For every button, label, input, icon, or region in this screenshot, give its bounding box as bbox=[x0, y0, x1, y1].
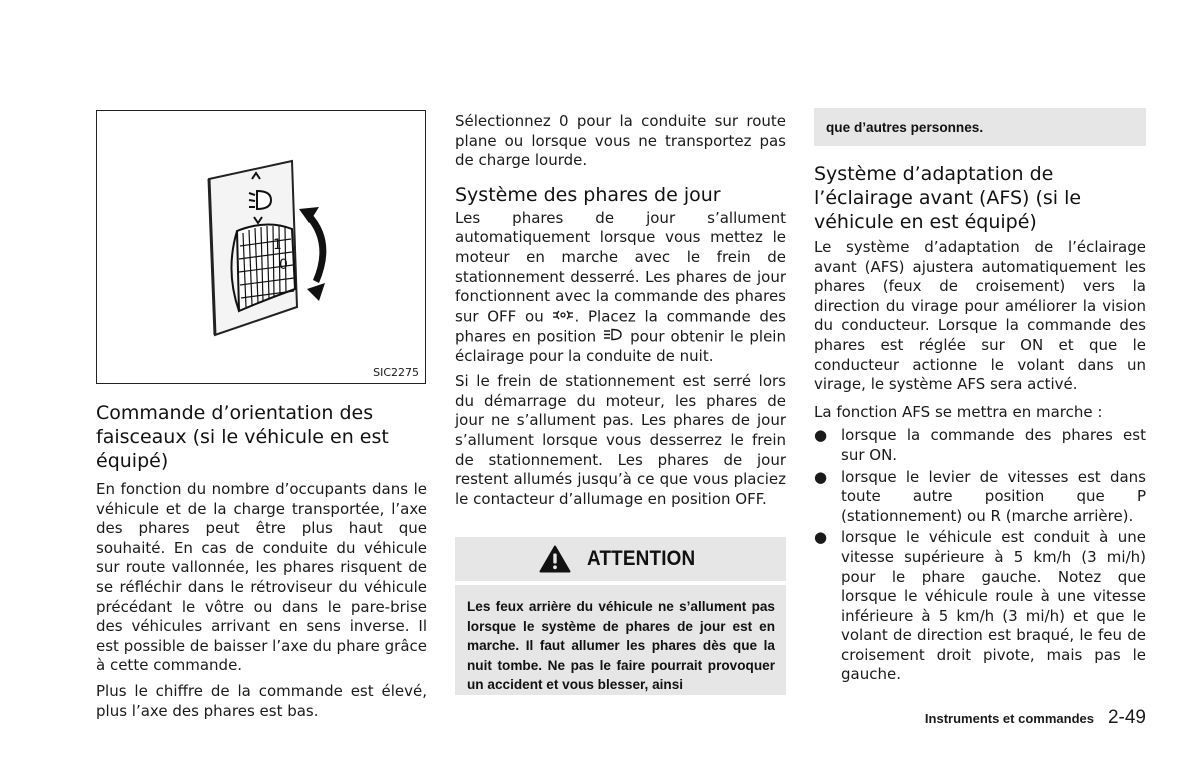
paragraph: Le système d’adaptation de l’éclairage avant (AFS) ajustera automatiquement les phares (feux de croisement) vers la direction du virage pour améliorer la vision du conducteur. Lorsque la commande des phares est réglée sur ON et que le conducteur actionne le volant dans un virage, le système AFS sera activé. bbox=[814, 238, 1146, 394]
right-column bbox=[814, 162, 1146, 687]
afs-conditions-list bbox=[814, 426, 1146, 685]
section-name: Instruments et commandes bbox=[924, 711, 1094, 726]
list-item bbox=[814, 528, 1146, 685]
attention-title: ATTENTION bbox=[587, 547, 696, 570]
section-heading-afs: Système d’adaptation de l’éclairage avant (AFS) (si le véhicule en est équipé) bbox=[814, 163, 1082, 233]
rotation-arrow-icon bbox=[299, 207, 326, 301]
attention-continuation bbox=[814, 108, 1146, 146]
attention-continuation-text: que d’autres personnes. bbox=[826, 120, 984, 135]
headlight-aiming-switch-illustration bbox=[97, 111, 424, 382]
attention-text: Les feux arrière du véhicule ne s’allument pas lorsque le système de phares de jour est en marche. Il faut allumer les phares dès que la nuit tombe. Ne pas le faire pourrait provoquer un accident et vous blesser, ainsi bbox=[467, 599, 775, 693]
attention-header bbox=[455, 537, 786, 581]
bullet: ● bbox=[814, 426, 828, 445]
paragraph: Sélectionnez 0 pour la conduite sur route plane ou lorsque vous ne transportez pas de charge lourde. bbox=[455, 112, 786, 170]
bullet: ● bbox=[814, 467, 828, 486]
section-heading-headlight-aiming: Commande d’orientation des faisceaux (si le véhicule en est équipé) bbox=[96, 402, 389, 472]
paragraph-part: Les phares de jour s’allument automatiquement lorsque vous mettez le moteur en marche avec le frein de stationnement desserré. Les phares de jour fonctionnent avec la commande des phares sur OFF ou bbox=[455, 208, 786, 326]
paragraph: En fonction du nombre d’occupants dans le véhicule et de la charge transportée, l’axe des phares peut être plus haut que souhaité. En cas de conduite du véhicule sur route vallonnée, les phares risquent de se réfléchir dans le rétroviseur du véhicule précédant le vôtre ou dans le pare-brise des véhicules arrivant en sens inverse. Il est possible de baisser l’axe du phare grâce à cette commande. bbox=[96, 480, 427, 675]
bullet: ● bbox=[814, 528, 828, 547]
paragraph: Si le frein de stationnement est serré lors du démarrage du moteur, les phares de jour ne s’allument pas. Les phares de jour s’allument lorsque vous desserrez le frein de stationnement. Les phares de jour restent allumés jusqu’à ce que vous placiez le contacteur d’allumage en position OFF. bbox=[455, 372, 786, 508]
paragraph: Plus le chiffre de la commande est élevé, plus l’axe des phares est bas. bbox=[96, 681, 427, 720]
section-heading-daytime-lights: Système des phares de jour bbox=[455, 183, 721, 206]
list-item bbox=[814, 468, 1146, 527]
page-footer bbox=[925, 707, 1146, 729]
list-item bbox=[814, 426, 1146, 465]
middle-column bbox=[455, 112, 786, 509]
paragraph-part: . Placez la commande des phares en position bbox=[455, 307, 786, 345]
paragraph bbox=[455, 209, 786, 366]
warning-triangle-icon bbox=[539, 545, 571, 573]
attention-body bbox=[455, 585, 786, 695]
figure-code: SIC2275 bbox=[373, 366, 419, 379]
paragraph: La fonction AFS se mettra en marche : bbox=[814, 402, 1103, 421]
left-column bbox=[96, 401, 427, 721]
page-number: 2-49 bbox=[1107, 707, 1146, 728]
list-item-text: lorsque le véhicule est conduit à une vitesse supérieure à 5 km/h (3 mi/h) pour le phare gauche. Notez que lorsque le véhicule roule à une vitesse inférieure à 5 km/h (3 mi/h) et que le volant de direction est braqué, le feu de croisement droit pivote, mais pas le gauche. bbox=[841, 528, 1146, 684]
list-item-text: lorsque la commande des phares est sur ON. bbox=[841, 426, 1146, 464]
headlight-icon bbox=[602, 327, 624, 347]
dial-mark-0: 0 bbox=[279, 257, 288, 273]
dial-mark-1: 1 bbox=[273, 237, 282, 253]
headlight-aiming-figure bbox=[96, 110, 426, 384]
list-item-text: lorsque le levier de vitesses est dans toute autre position que P (stationnement) ou R (marche arrière). bbox=[841, 467, 1146, 525]
paragraph-part: pour obtenir le plein éclairage pour la conduite de nuit. bbox=[455, 326, 786, 365]
parking-lights-icon bbox=[552, 307, 574, 327]
